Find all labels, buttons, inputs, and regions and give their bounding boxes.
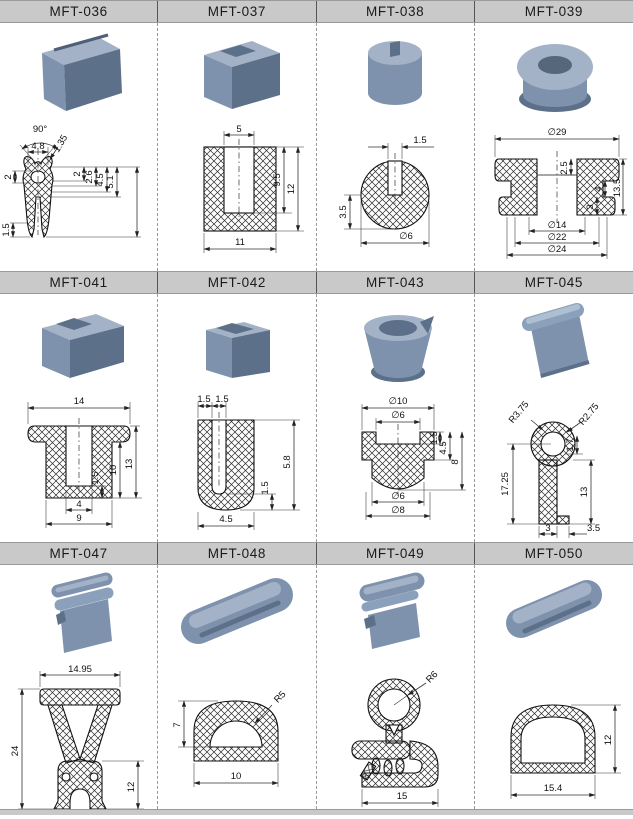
part-code-header: MFT-037 (158, 1, 316, 22)
dim-label: 13 (123, 458, 135, 470)
part-code-header: MFT-036 (0, 1, 158, 22)
dim-label: 2.5 (558, 161, 570, 175)
dim-label: 13.5 (611, 178, 623, 198)
header-row-3 (0, 542, 633, 565)
part-code-header: MFT-043 (317, 272, 475, 293)
dim-label: 1.35 (51, 132, 70, 155)
dim-label: 4.5 (438, 441, 450, 455)
dim-label: 10 (107, 464, 119, 476)
dim-label: 1.5 (215, 394, 229, 405)
render-3d-mft-037 (158, 23, 316, 119)
render-3d-mft-038 (317, 23, 475, 119)
dim-label: 11 (234, 237, 245, 248)
part-cell-mft-050 (475, 565, 633, 809)
cross-section-mft-047 (0, 661, 158, 809)
part-code-header: MFT-049 (317, 543, 475, 564)
part-cell-mft-041 (0, 294, 158, 542)
dim-label: 90° (32, 124, 47, 135)
dim-label: 4.5 (219, 514, 233, 525)
dim-label: 2.6 (83, 170, 95, 184)
cross-section-mft-049 (317, 661, 475, 809)
dim-label: 15.4 (543, 783, 563, 794)
part-code-header: MFT-050 (524, 546, 583, 561)
render-3d-mft-050 (475, 565, 633, 661)
render-3d-mft-048 (158, 565, 316, 661)
part-code-header: MFT-048 (158, 543, 316, 564)
cross-section-mft-043 (317, 390, 475, 542)
render-3d-mft-042 (158, 294, 316, 390)
dim-label: 4.8 (31, 141, 45, 152)
dim-label: 15 (396, 791, 408, 802)
part-cell-mft-045 (475, 294, 633, 542)
cross-section-mft-050 (475, 661, 633, 809)
dim-label: ∅6 (391, 491, 405, 502)
dim-label: ∅10 (388, 396, 408, 407)
dim-label: 2 (2, 174, 14, 180)
dim-label: ∅29 (547, 127, 567, 138)
render-3d-mft-043 (317, 294, 475, 390)
dim-label: 3.5 (338, 205, 350, 219)
cross-section-mft-039 (475, 119, 633, 271)
part-cell-mft-049 (317, 565, 475, 809)
part-cell-mft-038 (317, 23, 475, 271)
render-3d-mft-041 (0, 294, 158, 390)
dim-label: 1.5 (197, 394, 211, 405)
dim-label: 5.1 (104, 175, 116, 189)
cross-section-mft-045 (475, 390, 633, 542)
part-code-header: MFT-039 (524, 4, 583, 19)
dim-label: 4 (592, 186, 604, 192)
part-code-header: MFT-042 (158, 272, 316, 293)
dim-label: ∅14 (547, 220, 567, 231)
part-cell-mft-036 (0, 23, 158, 271)
dim-label: ∅8 (391, 505, 405, 516)
render-3d-mft-036 (0, 23, 158, 119)
dim-label: 1.5 (259, 481, 271, 495)
dim-label: 10 (230, 771, 242, 782)
dim-label: 3 (584, 204, 596, 210)
dim-label: 13 (578, 486, 590, 498)
dim-label: 3 (545, 523, 551, 534)
dim-label: 1.5 (0, 223, 12, 237)
part-cell-mft-047 (0, 565, 158, 809)
dim-label: R5 (271, 689, 289, 706)
dim-label: 12 (125, 781, 137, 793)
dim-label: R6 (424, 669, 441, 686)
dim-label: 4 (75, 499, 82, 510)
dim-label: 5 (236, 124, 242, 135)
body-row-2 (0, 294, 633, 542)
dim-label: ∅24 (547, 244, 567, 255)
dim-label: 17.25 (499, 472, 511, 496)
part-code-header: MFT-038 (317, 1, 475, 22)
dim-label: ∅22 (547, 232, 567, 243)
part-code-header: MFT-041 (0, 272, 158, 293)
dim-label: 2 (71, 171, 83, 177)
dim-label: 14.95 (67, 664, 92, 675)
dim-label: 9 (75, 513, 82, 524)
dim-label: 1.7 (564, 438, 576, 452)
bottom-strip (0, 809, 633, 815)
part-code-header: MFT-045 (524, 275, 583, 290)
dim-label: 5.8 (281, 455, 293, 469)
dim-label: 8 (450, 459, 462, 465)
render-3d-mft-045 (475, 294, 633, 390)
dim-label: 1.5 (89, 471, 101, 485)
cross-section-mft-037 (158, 119, 316, 271)
dim-label: R2.75 (576, 401, 602, 428)
body-row-3 (0, 565, 633, 809)
dim-label: 24 (9, 745, 21, 757)
dim-label: 9.5 (271, 173, 283, 187)
dim-label: 12 (602, 734, 614, 746)
dim-label: R3.75 (506, 399, 532, 426)
dim-label: 7 (171, 722, 183, 728)
dim-label: 12 (285, 183, 297, 195)
dim-label: 1.5 (413, 135, 427, 146)
part-cell-mft-043 (317, 294, 475, 542)
body-row-1 (0, 23, 633, 271)
header-row-2 (0, 271, 633, 294)
cross-section-mft-041 (0, 390, 158, 542)
cross-section-mft-038 (317, 119, 475, 271)
part-code-header: MFT-047 (0, 543, 158, 564)
dim-label: ∅6 (399, 231, 413, 242)
dim-label: 3.5 (586, 523, 601, 534)
dim-label: 14 (73, 396, 84, 407)
part-cell-mft-039 (475, 23, 633, 271)
cross-section-mft-042 (158, 390, 316, 542)
part-cell-mft-037 (158, 23, 316, 271)
render-3d-mft-049 (317, 565, 475, 661)
header-row-1 (0, 0, 633, 23)
cross-section-mft-036 (0, 119, 158, 271)
dim-label: ∅6 (391, 410, 405, 421)
render-3d-mft-047 (0, 565, 158, 661)
dim-label: 4.5 (94, 173, 106, 187)
cross-section-mft-048 (158, 661, 316, 809)
part-cell-mft-048 (158, 565, 316, 809)
render-3d-mft-039 (475, 23, 633, 119)
dim-label: 1.5 (429, 431, 441, 445)
part-cell-mft-042 (158, 294, 316, 542)
